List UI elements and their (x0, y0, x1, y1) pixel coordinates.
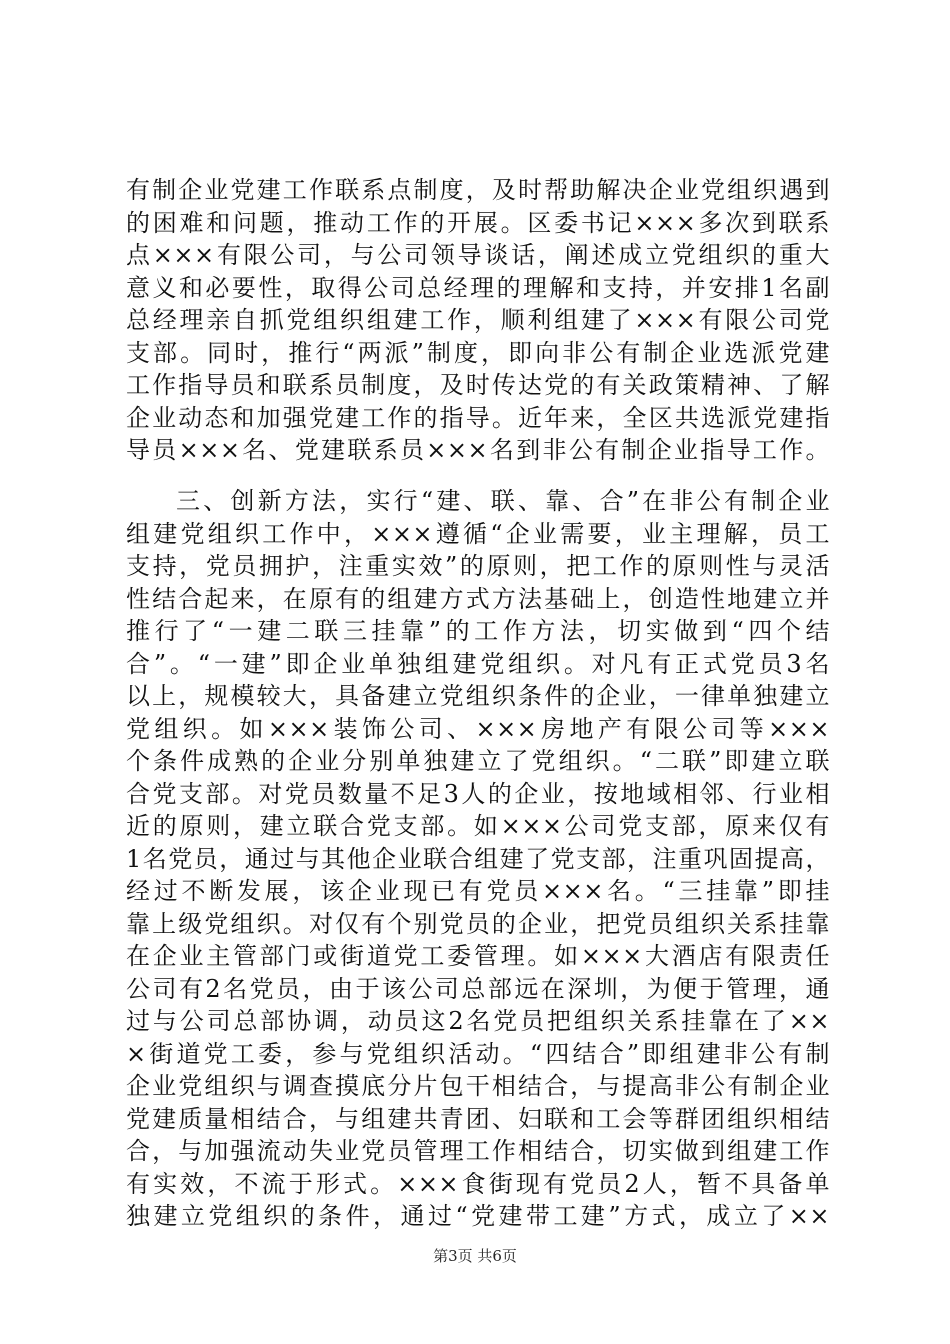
text-line: 点×××有限公司，与公司领导谈话，阐述成立党组织的重大 (126, 241, 830, 269)
text-line: ×街道党工委，参与党组织活动。“四结合”即组建非公有制 (126, 1039, 830, 1068)
text-line: 党组织。如×××装饰公司、×××房地产有限公司等××× (126, 714, 830, 743)
text-line: 公司有2名党员，由于该公司总部远在深圳，为便于管理，通 (126, 974, 830, 1003)
text-line: 在企业主管部门或街道党工委管理。如×××大酒店有限责任 (126, 942, 830, 970)
text-line: 总经理亲自抓党组织组建工作，顺利组建了×××有限公司党 (126, 306, 830, 334)
paragraph-1 (126, 174, 830, 467)
text-line: 合党支部。对党员数量不足3人的企业，按地域相邻、行业相 (126, 779, 830, 808)
text-line: 支部。同时，推行“两派”制度，即向非公有制企业选派党建 (126, 338, 830, 367)
text-line: 独建立党组织的条件，通过“党建带工建”方式，成立了×× (126, 1202, 830, 1230)
text-line: 1名党员，通过与其他企业联合组建了党支部，注重巩固提高， (126, 844, 830, 873)
text-line: 三、创新方法，实行“建、联、靠、合”在非公有制企业 (176, 487, 830, 515)
text-line: 性结合起来，在原有的组建方式方法基础上，创造性地建立并 (126, 584, 830, 613)
page-footer: 第3页 共6页 (433, 1247, 517, 1265)
text-line: 组建党组织工作中，×××遵循“企业需要，业主理解，员工 (126, 519, 830, 548)
text-line: 合，与加强流动失业党员管理工作相结合，切实做到组建工作 (126, 1137, 830, 1165)
text-line: 近的原则，建立联合党支部。如×××公司党支部，原来仅有 (126, 812, 830, 840)
text-line: 经过不断发展，该企业现已有党员×××名。“三挂靠”即挂 (126, 877, 830, 905)
text-line: 企业党组织与调查摸底分片包干相结合，与提高非公有制企业 (126, 1072, 830, 1100)
text-line: 有实效，不流于形式。×××食街现有党员2人，暂不具备单 (126, 1169, 830, 1198)
text-line: 支持，党员拥护，注重实效”的原则，把工作的原则性与灵活 (126, 552, 830, 580)
text-line: 工作指导员和联系员制度，及时传达党的有关政策精神、了解 (126, 371, 830, 399)
text-line: 意义和必要性，取得公司总经理的理解和支持，并安排1名副 (126, 273, 830, 302)
text-line: 个条件成熟的企业分别单独建立了党组织。“二联”即建立联 (126, 747, 830, 775)
text-line: 党建质量相结合，与组建共青团、妇联和工会等群团组织相结 (126, 1104, 830, 1133)
text-line: 有制企业党建工作联系点制度，及时帮助解决企业党组织遇到 (126, 176, 830, 204)
text-line: 推行了“一建二联三挂靠”的工作方法，切实做到“四个结 (126, 617, 830, 645)
text-line: 以上，规模较大，具备建立党组织条件的企业，一律单独建立 (126, 682, 830, 710)
text-line: 合”。“一建”即企业单独组建党组织。对凡有正式党员3名 (126, 649, 830, 678)
text-line: 导员×××名、党建联系员×××名到非公有制企业指导工作。 (126, 436, 830, 464)
text-line: 的困难和问题，推动工作的开展。区委书记×××多次到联系 (126, 208, 830, 237)
paragraph-2 (126, 485, 830, 1233)
text-line: 企业动态和加强党建工作的指导。近年来，全区共选派党建指 (126, 403, 830, 432)
text-line: 过与公司总部协调，动员这2名党员把组织关系挂靠在了×× (126, 1007, 830, 1035)
text-line: 靠上级党组织。对仅有个别党员的企业，把党员组织关系挂靠 (126, 909, 830, 938)
